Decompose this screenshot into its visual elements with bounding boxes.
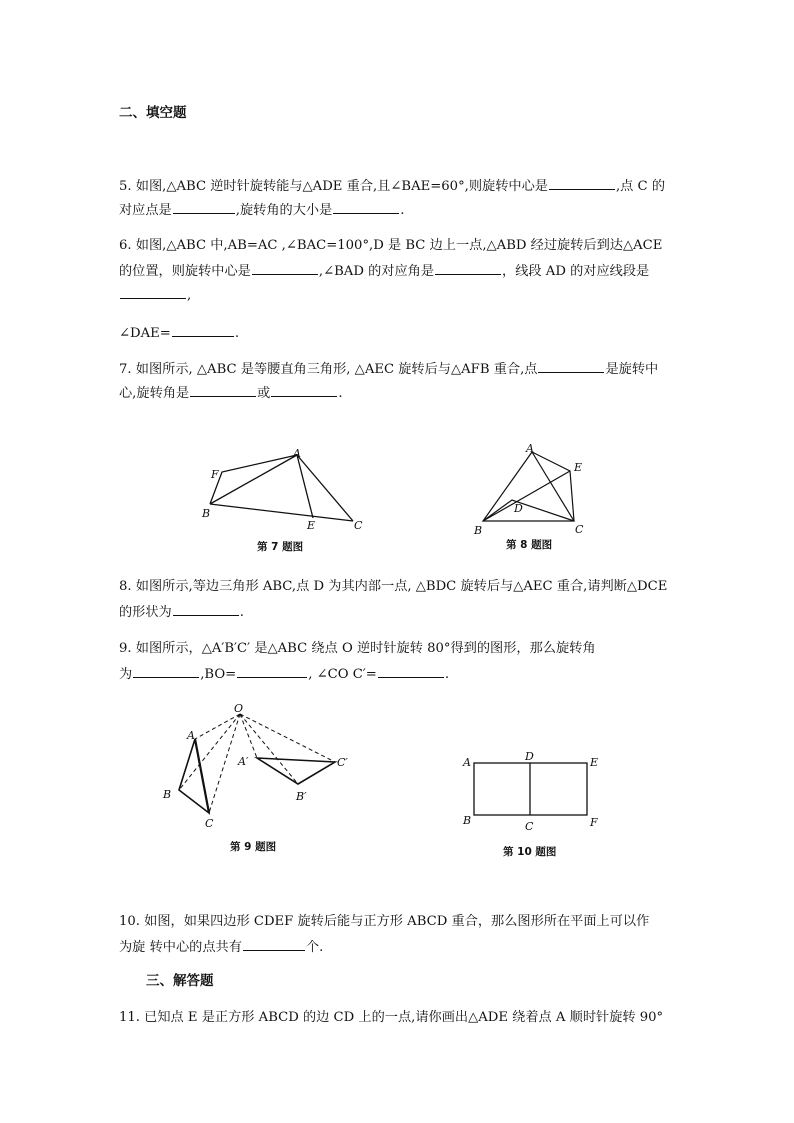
fig9-label-a: A [187, 729, 195, 742]
question-5-line-1: 5. 如图,△ABC 逆时针旋转能与△ADE 重合,且∠BAE=60°,则旋转中心是 ,点 C 的 [119, 176, 665, 196]
fig8-caption: 第 8 题图 [506, 539, 553, 551]
fig7-label-e: E [307, 519, 316, 532]
answer-blank[interactable] [173, 200, 235, 214]
answer-blank[interactable] [378, 664, 444, 678]
fig7-label-f: F [211, 468, 219, 481]
fig9-label-b-prime: B′ [296, 790, 307, 803]
question-6-line-1: 6. 如图,△ABC 中,AB=AC ,∠BAC=100°,D 是 BC 边上一点,△ABD 经过旋转后到达△ACE [119, 238, 663, 253]
question-11-line-1: 11. 已知点 E 是正方形 ABCD 的边 CD 上的一点,请你画出△ADE 绕着点 A 顺时针旋转 90° [119, 1010, 664, 1025]
answer-blank[interactable] [243, 937, 305, 951]
answer-blank[interactable] [237, 664, 307, 678]
figure-9 [158, 700, 368, 860]
fig8-label-e: E [574, 461, 583, 474]
answer-blank[interactable] [190, 383, 256, 397]
question-8-line-1: 8. 如图所示,等边三角形 ABC,点 D 为其内部一点, △BDC 旋转后与△AEC 重合,请判断△DCE [119, 579, 668, 594]
fig10-caption: 第 10 题图 [503, 846, 557, 858]
fig7-label-c: C [354, 519, 363, 532]
answer-blank[interactable] [252, 261, 318, 275]
answer-blank[interactable] [172, 323, 234, 337]
figure-10-lines [474, 763, 587, 815]
figure-8 [470, 438, 600, 556]
question-9-line-2: 为 ,BO= , ∠CO C′= . [119, 664, 449, 684]
figure-10 [455, 748, 615, 864]
answer-blank[interactable] [173, 602, 239, 616]
question-6-line-3: , [119, 285, 191, 305]
fig8-label-b: B [474, 524, 483, 537]
question-9-line-1: 9. 如图所示，△A′B′C′ 是△ABC 绕点 O 逆时针旋转 80°得到的图形，那么旋转角 [119, 641, 596, 656]
question-6-line-4: ∠DAE= . [119, 323, 239, 343]
figure-8-lines [483, 452, 574, 521]
question-7-line-2: 心,旋转角是 或 . [119, 383, 343, 403]
fig9-caption: 第 9 题图 [230, 841, 277, 853]
section-title-fill-in: 二、填空题 [119, 105, 187, 121]
fig10-label-f: F [590, 816, 598, 829]
question-7-line-1: 7. 如图所示, △ABC 是等腰直角三角形, △AEC 旋转后与△AFB 重合,点 是旋转中 [119, 359, 658, 379]
fig10-label-c: C [525, 820, 534, 833]
fig7-label-a: A [293, 447, 301, 460]
answer-blank[interactable] [133, 664, 199, 678]
figure-7 [195, 440, 375, 558]
answer-blank[interactable] [120, 285, 186, 299]
question-10-line-2: 为旋 转中心的点共有 个. [119, 937, 323, 957]
fig8-label-d: D [514, 502, 523, 515]
answer-blank[interactable] [549, 176, 615, 190]
fig9-label-c: C [205, 817, 214, 830]
question-5-line-2: 对应点是 ,旋转角的大小是 . [119, 200, 404, 220]
fig10-label-e: E [590, 756, 599, 769]
fig9-label-c-prime: C′ [337, 756, 348, 769]
figure-7-lines [210, 455, 353, 521]
fig10-label-a: A [463, 756, 471, 769]
answer-blank[interactable] [333, 200, 399, 214]
fig10-label-d: D [525, 750, 534, 763]
question-8-line-2: 的形状为 . [119, 602, 244, 622]
fig9-label-b: B [163, 788, 172, 801]
section-title-solutions: 三、解答题 [146, 973, 214, 989]
fig8-label-c: C [575, 523, 584, 536]
fig9-side-ac [195, 739, 209, 813]
question-10-line-1: 10. 如图，如果四边形 CDEF 旋转后能与正方形 ABCD 重合，那么图形所在平面上可以作 [119, 914, 650, 929]
fig10-label-b: B [463, 814, 472, 827]
answer-blank[interactable] [435, 261, 501, 275]
figure-9-dashed-lines [179, 714, 335, 813]
answer-blank[interactable] [538, 359, 604, 373]
fig7-caption: 第 7 题图 [257, 541, 304, 553]
fig9-label-o: O [234, 702, 244, 715]
question-6-line-2: 的位置，则旋转中心是 ,∠BAD 的对应角是 ，线段 AD 的对应线段是 [119, 261, 649, 281]
fig7-label-b: B [202, 507, 211, 520]
fig9-label-a-prime: A′ [238, 755, 249, 768]
fig8-label-a: A [526, 442, 534, 455]
answer-blank[interactable] [271, 383, 337, 397]
